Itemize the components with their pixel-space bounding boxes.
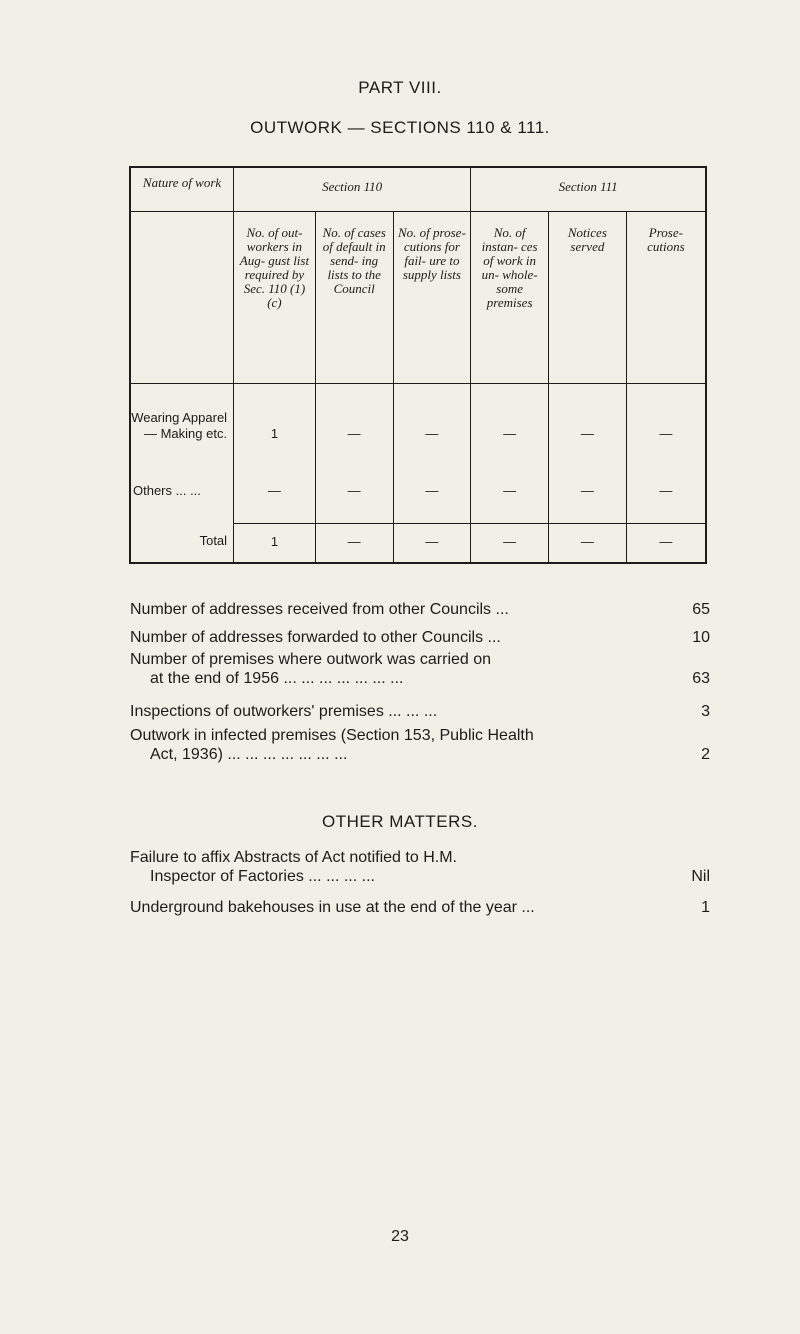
cell: —: [626, 383, 706, 479]
header-outworkers-list: No. of out- workers in Aug- gust list required by Sec. 110 (1) (c): [234, 211, 316, 383]
header-cases-default: No. of cases of default in send- ing lists to the Council: [315, 211, 393, 383]
section-title: OUTWORK — SECTIONS 110 & 111.: [250, 118, 550, 137]
header-notices-served: Notices served: [549, 211, 627, 383]
table-row-total: [130, 523, 706, 563]
cell: —: [393, 383, 471, 479]
header-prosecutions-failure: No. of prose- cutions for fail- ure to supply lists: [393, 211, 471, 383]
cell: —: [315, 523, 393, 563]
cell: —: [626, 479, 706, 523]
stat-label-line: at the end of 1956 ... ... ... ... ... ... ...: [150, 670, 404, 687]
cell: —: [393, 523, 471, 563]
row-label-line: Wearing Apparel: [131, 409, 228, 425]
table-row: [130, 383, 706, 479]
page-number: 23: [391, 1228, 409, 1245]
stat-value: 65: [692, 601, 710, 618]
stat-label: Inspections of outworkers' premises ... ... ...: [130, 703, 438, 720]
row-label-line: — Making etc.: [143, 425, 228, 441]
cell: —: [315, 383, 393, 479]
stat-addresses-received: [130, 600, 710, 619]
stat-value: 3: [701, 703, 710, 720]
header-unwholesome-premises: No. of instan- ces of work in un- whole- some premises: [471, 211, 549, 383]
cell: —: [315, 479, 393, 523]
header-section-111: [471, 167, 706, 211]
cell: 1: [234, 383, 316, 479]
header-prosecutions: Prose- cutions: [626, 211, 706, 383]
table-row: [130, 479, 706, 523]
row-label-wearing-apparel: [130, 383, 234, 479]
cell: —: [626, 523, 706, 563]
stat-abstracts: [130, 848, 710, 886]
stat-label-line: Outwork in infected premises (Section 153, Public Health: [130, 727, 534, 744]
stat-label: Number of addresses forwarded to other Councils ...: [130, 629, 501, 646]
cell: —: [234, 479, 316, 523]
header-section-110-label: Section 110: [322, 179, 383, 194]
stat-value: 1: [701, 899, 710, 916]
cell: —: [471, 383, 549, 479]
cell: —: [549, 479, 627, 523]
cell: —: [471, 523, 549, 563]
stat-label-line: Failure to affix Abstracts of Act notified to H.M.: [130, 849, 457, 866]
stat-label-line: Number of premises where outwork was carried on: [130, 651, 492, 668]
cell: —: [471, 479, 549, 523]
row-label-total: Total: [199, 533, 228, 548]
stat-infected-premises: [130, 726, 710, 764]
cell: —: [549, 383, 627, 479]
row-label-others: Others ... ...: [133, 483, 201, 498]
stat-bakehouses: [130, 898, 710, 917]
stat-label: Number of addresses received from other Councils ...: [130, 601, 509, 618]
header-nature-of-work: Nature of work: [130, 167, 234, 211]
stat-value: 63: [692, 670, 710, 687]
header-blank: [130, 211, 234, 383]
stat-value: Nil: [691, 868, 710, 885]
stat-value: 2: [701, 746, 710, 763]
cell: —: [549, 523, 627, 563]
other-matters-title: OTHER MATTERS.: [322, 812, 478, 831]
stat-premises-outwork: [130, 650, 710, 688]
stat-label-line: Inspector of Factories ... ... ... ...: [150, 868, 375, 885]
stat-label: Underground bakehouses in use at the end of the year ...: [130, 899, 535, 916]
cell: —: [393, 479, 471, 523]
cell: 1: [234, 523, 316, 563]
outwork-table: [129, 166, 707, 564]
stat-value: 10: [692, 629, 710, 646]
header-section-111-label: Section 111: [558, 179, 618, 194]
part-title: PART VIII.: [358, 78, 442, 97]
stat-inspections: [130, 702, 710, 721]
header-section-110: [234, 167, 471, 211]
stat-label-line: Act, 1936) ... ... ... ... ... ... ...: [150, 746, 348, 763]
stat-addresses-forwarded: [130, 628, 710, 647]
